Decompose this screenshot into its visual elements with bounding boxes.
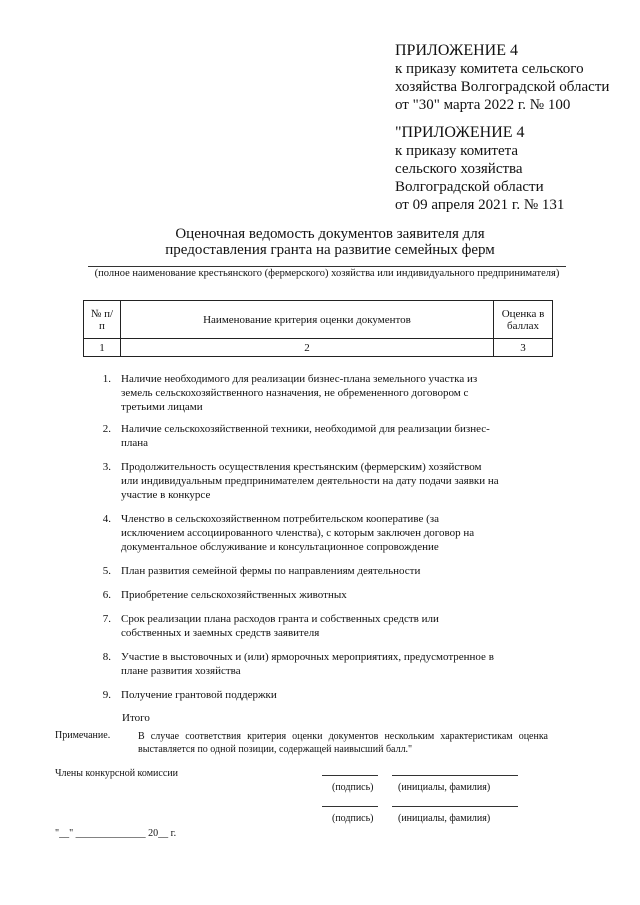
col-criterion-header-text: Наименование критерия оценки документов bbox=[203, 313, 411, 326]
signature-line bbox=[322, 806, 378, 807]
appendix-heading: ПРИЛОЖЕНИЕ 4 bbox=[395, 42, 519, 59]
criterion-text: Приобретение сельскохозяйственных животных bbox=[121, 589, 347, 601]
criterion-number: 6. bbox=[102, 589, 111, 601]
appendix-line: Волгоградской области bbox=[395, 179, 544, 195]
fullname-caption: (полное наименование крестьянского (фермерского) хозяйства или индивидуального предпринимателя) bbox=[94, 268, 560, 279]
criterion-number: 2. bbox=[102, 423, 111, 435]
criterion-text: Срок реализации плана расходов гранта и собственных средств или собственных и заемных средств заявителя bbox=[121, 613, 439, 639]
criterion-text: План развития семейной фермы по направлениям деятельности bbox=[121, 565, 421, 577]
criterion-number: 7. bbox=[102, 613, 111, 625]
name-line bbox=[392, 806, 518, 807]
appendix-2022-block bbox=[395, 42, 609, 114]
col-number-header-text: № п/п bbox=[90, 307, 114, 332]
col-score-index: 3 bbox=[494, 339, 553, 357]
appendix-line: от 09 апреля 2021 г. № 131 bbox=[395, 197, 565, 213]
signature-caption: (подпись) bbox=[332, 782, 374, 793]
appendix-2021-block bbox=[395, 124, 564, 214]
criterion-text: Участие в выстовочных и (или) ярморочных мероприятиях, предусмотренное в плане развития хозяйства bbox=[121, 651, 494, 677]
signature-caption: (подпись) bbox=[332, 813, 374, 824]
appendix-heading: "ПРИЛОЖЕНИЕ 4 bbox=[395, 124, 525, 141]
criterion-text: Наличие необходимого для реализации бизнес-плана земельного участка из земель сельскохозяйственного назначения, не обремененного договором с третьими лицами bbox=[121, 373, 478, 413]
appendix-line: от "30" марта 2022 г. № 100 bbox=[395, 97, 571, 113]
criterion-number: 8. bbox=[102, 651, 111, 663]
date-line: "__" ______________ 20__ г. bbox=[55, 828, 177, 839]
commission-members-label: Члены конкурсной комиссии bbox=[55, 768, 178, 779]
note-label: Примечание. bbox=[55, 730, 111, 741]
criterion-number: 5. bbox=[102, 565, 111, 577]
criterion-text: Продолжительность осуществления крестьянским (фермерским) хозяйством или индивидуальным предпринимателем деятельности на дату подачи заявки на участие в конкурсе bbox=[121, 461, 499, 501]
signature-line bbox=[322, 775, 378, 776]
appendix-line: сельского хозяйства bbox=[395, 161, 523, 177]
name-caption: (инициалы, фамилия) bbox=[398, 782, 491, 793]
col-score-header-text: Оценка в баллах bbox=[501, 307, 545, 332]
criterion-number: 3. bbox=[102, 461, 111, 473]
appendix-line: к приказу комитета bbox=[395, 143, 519, 159]
name-caption: (инициалы, фамилия) bbox=[398, 813, 491, 824]
criterion-text: Членство в сельскохозяйственном потребительском кооперативе (за исключением ассоциированного членства), с которым заключен договор на документальное обслуживание и консультационное сопровождение bbox=[121, 513, 475, 553]
title-line: предоставления гранта на развитие семейных ферм bbox=[165, 242, 495, 258]
criterion-number: 4. bbox=[102, 513, 111, 525]
criterion-number: 1. bbox=[102, 373, 111, 385]
col-number-index: 1 bbox=[84, 339, 121, 357]
total-label: Итого bbox=[122, 712, 150, 724]
criteria-table-header bbox=[83, 300, 553, 357]
fullname-underline bbox=[88, 266, 566, 267]
note-text: В случае соответствия критерия оценки документов нескольким характеристикам оценка выставляется по одной позиции, содержащей наивысший балл." bbox=[138, 731, 548, 755]
appendix-line: к приказу комитета сельского bbox=[395, 61, 584, 77]
criterion-text: Получение грантовой поддержки bbox=[121, 689, 277, 701]
document-title bbox=[120, 226, 540, 258]
col-criterion-index: 2 bbox=[121, 339, 494, 357]
appendix-line: хозяйства Волгоградской области bbox=[395, 79, 610, 95]
criterion-text: Наличие сельскохозяйственной техники, необходимой для реализации бизнес-плана bbox=[121, 423, 490, 449]
col-score-header bbox=[494, 301, 553, 339]
col-criterion-header bbox=[121, 301, 494, 339]
col-number-header bbox=[84, 301, 121, 339]
name-line bbox=[392, 775, 518, 776]
title-line: Оценочная ведомость документов заявителя для bbox=[175, 226, 485, 242]
criterion-number: 9. bbox=[102, 689, 111, 701]
